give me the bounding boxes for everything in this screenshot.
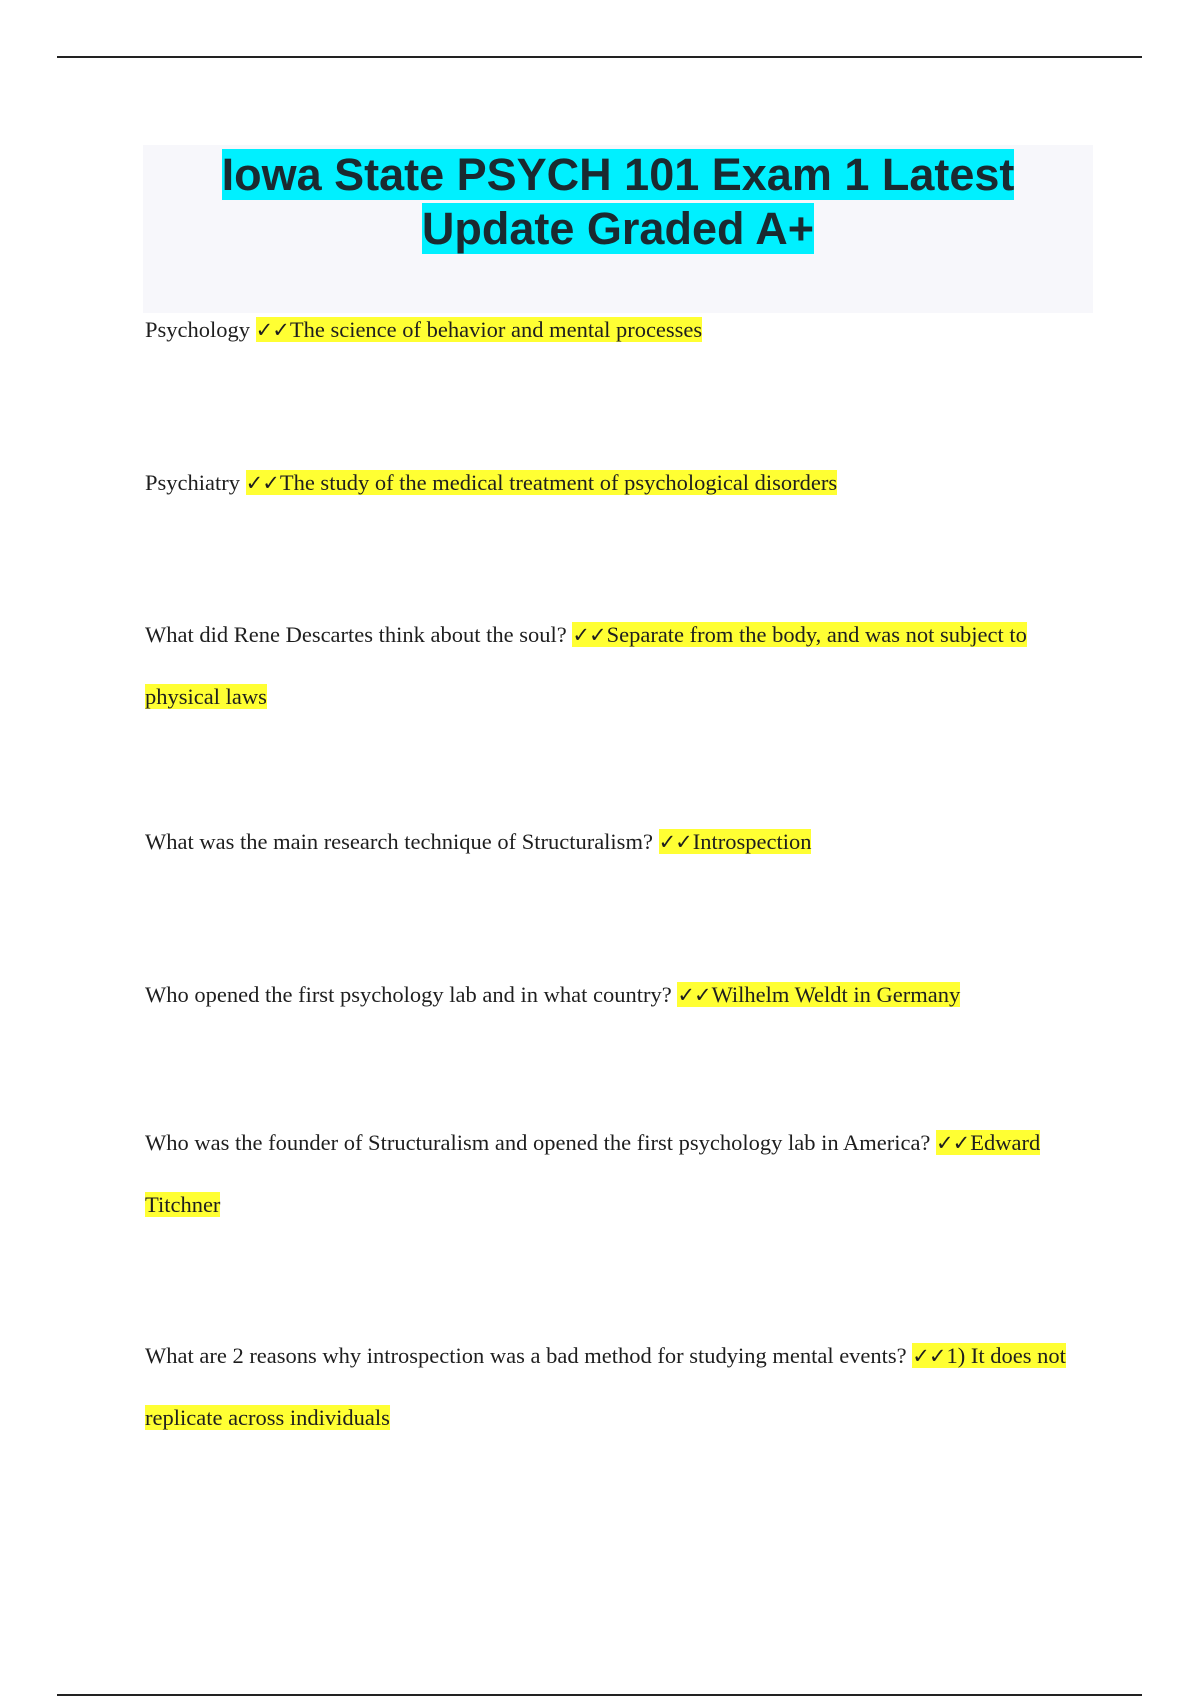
bottom-rule bbox=[57, 1694, 1142, 1696]
answer-text: ✓✓Introspection bbox=[658, 829, 812, 854]
top-rule bbox=[57, 56, 1142, 58]
qa-item bbox=[145, 1112, 1085, 1235]
qa-item bbox=[145, 964, 1085, 1026]
answer-text: ✓✓The study of the medical treatment of psychological disorders bbox=[245, 470, 838, 495]
answer-text: ✓✓The science of behavior and mental processes bbox=[255, 317, 703, 342]
question-text: What was the main research technique of Structuralism? bbox=[145, 829, 653, 854]
title-line-2: Update Graded A+ bbox=[421, 203, 815, 254]
answer-text: ✓✓Separate from the body, and was not subject to physical laws bbox=[145, 622, 1027, 709]
answer-text: ✓✓1) It does not replicate across individuals bbox=[145, 1343, 1066, 1430]
double-check-icon: ✓✓ bbox=[255, 318, 289, 342]
qa-item bbox=[145, 1325, 1085, 1448]
page-title bbox=[143, 145, 1093, 256]
answer-text: ✓✓Edward Titchner bbox=[145, 1130, 1041, 1217]
qa-item bbox=[145, 811, 1085, 873]
question-text: Psychology bbox=[145, 317, 251, 342]
question-text: Psychiatry bbox=[145, 470, 240, 495]
title-line-1: Iowa State PSYCH 101 Exam 1 Latest bbox=[221, 149, 1015, 200]
question-text: Who opened the first psychology lab and in what country? bbox=[145, 982, 672, 1007]
double-check-icon: ✓✓ bbox=[936, 1131, 970, 1155]
question-text: Who was the founder of Structuralism and opened the first psychology lab in America? bbox=[145, 1130, 931, 1155]
double-check-icon: ✓✓ bbox=[677, 983, 711, 1007]
double-check-icon: ✓✓ bbox=[912, 1344, 946, 1368]
answer-text: ✓✓Wilhelm Weldt in Germany bbox=[677, 982, 961, 1007]
qa-item bbox=[145, 604, 1085, 727]
qa-item bbox=[145, 299, 1085, 361]
qa-item bbox=[145, 452, 1085, 514]
double-check-icon: ✓✓ bbox=[658, 830, 692, 854]
double-check-icon: ✓✓ bbox=[245, 471, 279, 495]
question-text: What did Rene Descartes think about the soul? bbox=[145, 622, 567, 647]
title-box bbox=[143, 145, 1093, 313]
question-text: What are 2 reasons why introspection was a bad method for studying mental events? bbox=[145, 1343, 907, 1368]
double-check-icon: ✓✓ bbox=[572, 623, 606, 647]
